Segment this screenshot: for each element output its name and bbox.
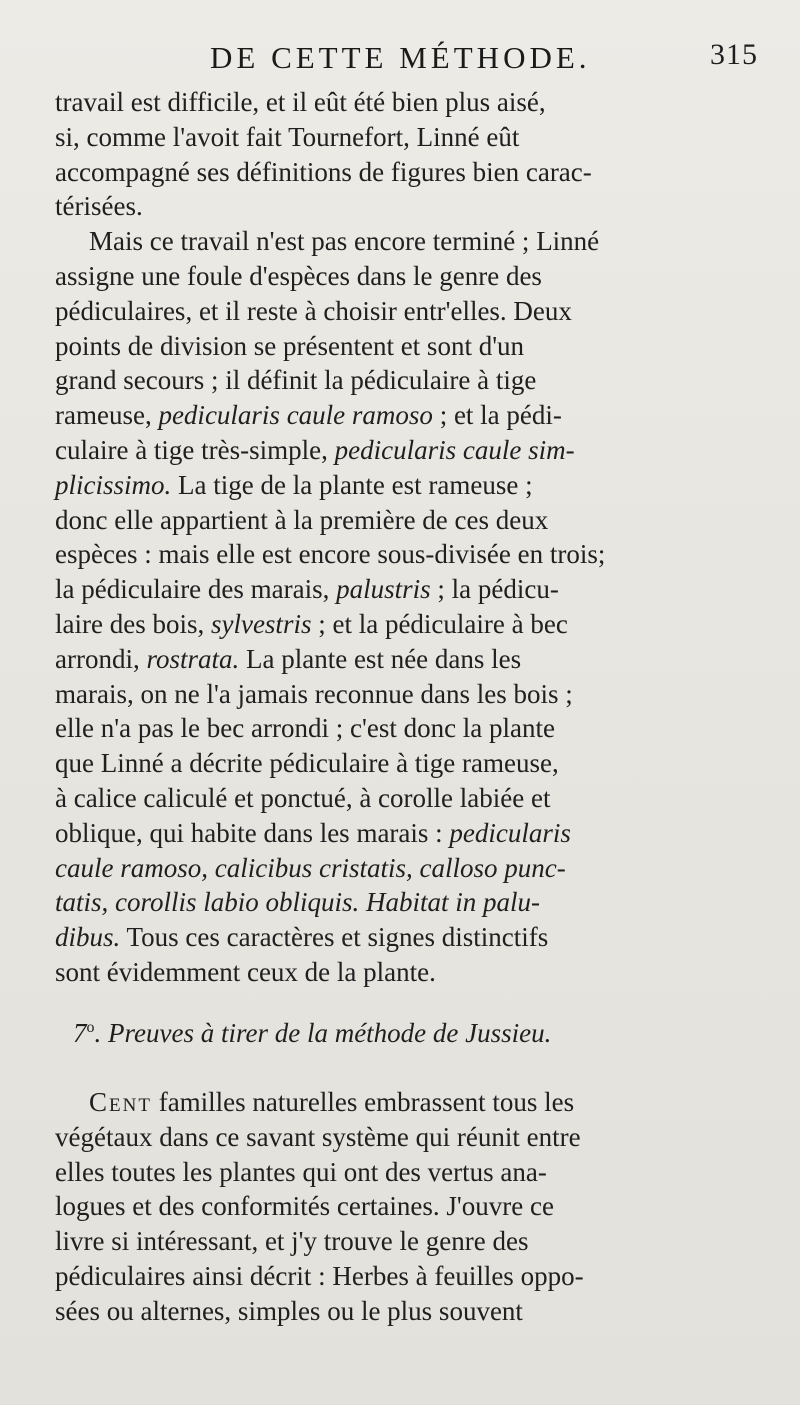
text-line <box>55 642 755 677</box>
text-line: points de division se présentent et sont d'un <box>55 330 525 361</box>
text-line: logues et des conformités certaines. J'ouvre ce <box>55 1191 554 1222</box>
latin-term: pedicularis <box>449 817 571 848</box>
text-span: ; la pédicu- <box>430 574 559 605</box>
section-number: 7 <box>73 1018 87 1048</box>
text-span: laire des bois, <box>55 608 211 639</box>
text-line: grand secours ; il définit la pédiculaire à tige <box>55 365 537 396</box>
page-number: 315 <box>710 38 758 71</box>
text-line <box>55 816 755 851</box>
text-line: travail est difficile, et il eût été bien plus aisé, <box>55 87 546 117</box>
text-line: pédiculaires, et il reste à choisir entr'elles. Deux <box>55 295 572 326</box>
latin-term: plicissimo. <box>55 469 172 500</box>
text-line: Mais ce travail n'est pas encore terminé ; Linné <box>89 226 600 257</box>
text-line <box>55 433 755 468</box>
latin-term: palustris <box>336 574 431 605</box>
text-line <box>55 572 755 607</box>
text-span: la pédiculaire des marais, <box>55 574 337 605</box>
latin-term: tatis, corollis labio obliquis. Habitat in palu- <box>55 887 541 918</box>
text-line: térisées. <box>55 191 143 222</box>
text-span: Tous ces caractères et signes distinctifs <box>120 922 549 953</box>
text-line: donc elle appartient à la première de ces deux <box>55 504 549 535</box>
text-line <box>55 920 755 955</box>
text-span: La tige de la plante est rameuse ; <box>171 469 533 500</box>
text-line: sées ou alternes, simples ou le plus souvent <box>55 1295 523 1326</box>
text-line: pédiculaires ainsi décrit : Herbes à feuilles oppo- <box>55 1260 584 1291</box>
text-line <box>55 468 755 503</box>
text-span: oblique, qui habite dans les marais : <box>55 817 450 848</box>
latin-term: sylvestris <box>210 608 312 639</box>
text-line <box>55 398 755 433</box>
text-span: ; et la pédiculaire à bec <box>311 608 568 639</box>
text-line <box>55 1085 755 1120</box>
text-line: assigne une foule d'espèces dans le genre des <box>55 260 542 291</box>
section-title <box>73 1018 753 1049</box>
text-span: arrondi, <box>55 643 147 674</box>
text-line <box>55 851 755 886</box>
body-text <box>55 85 755 990</box>
section-title-text: . Preuves à tirer de la méthode de Jussieu. <box>94 1018 552 1048</box>
text-line <box>55 885 755 920</box>
text-span: ; et la pédi- <box>432 400 562 431</box>
latin-term: rostrata. <box>146 643 240 674</box>
latin-term: pedicularis caule sim- <box>334 434 575 465</box>
text-line: livre si intéressant, et j'y trouve le genre des <box>55 1226 529 1257</box>
text-line: marais, on ne l'a jamais reconnue dans les bois ; <box>55 678 573 709</box>
text-span: La plante est née dans les <box>239 643 522 674</box>
page-header <box>60 38 760 78</box>
section-number-sup: o <box>86 1019 95 1036</box>
text-line <box>55 607 755 642</box>
text-line: elle n'a pas le bec arrondi ; c'est donc la plante <box>55 713 556 744</box>
text-line: sont évidemment ceux de la plante. <box>55 956 436 987</box>
latin-term: pedicularis caule ramoso <box>158 400 433 431</box>
text-span: rameuse, <box>55 400 159 431</box>
text-line: elles toutes les plantes qui ont des vertus ana- <box>55 1156 547 1187</box>
text-line: accompagné ses définitions de figures bien carac- <box>55 156 592 187</box>
latin-term: caule ramoso, calicibus cristatis, calloso punc- <box>55 852 566 883</box>
text-span: familles naturelles embrassent tous les <box>151 1087 575 1117</box>
small-caps-lead: Cent <box>89 1087 152 1117</box>
latin-term: dibus. <box>55 922 121 953</box>
text-line: si, comme l'avoit fait Tournefort, Linné eût <box>55 121 520 152</box>
text-line: espèces : mais elle est encore sous-divisée en trois; <box>55 539 606 570</box>
text-line: végétaux dans ce savant système qui réunit entre <box>55 1121 581 1152</box>
running-head: DE CETTE MÉTHODE. <box>210 40 591 75</box>
text-line: que Linné a décrite pédiculaire à tige rameuse, <box>55 748 559 779</box>
body-text <box>55 1085 755 1329</box>
text-span: culaire à tige très-simple, <box>55 434 335 465</box>
text-line: à calice caliculé et ponctué, à corolle labiée et <box>55 782 551 813</box>
